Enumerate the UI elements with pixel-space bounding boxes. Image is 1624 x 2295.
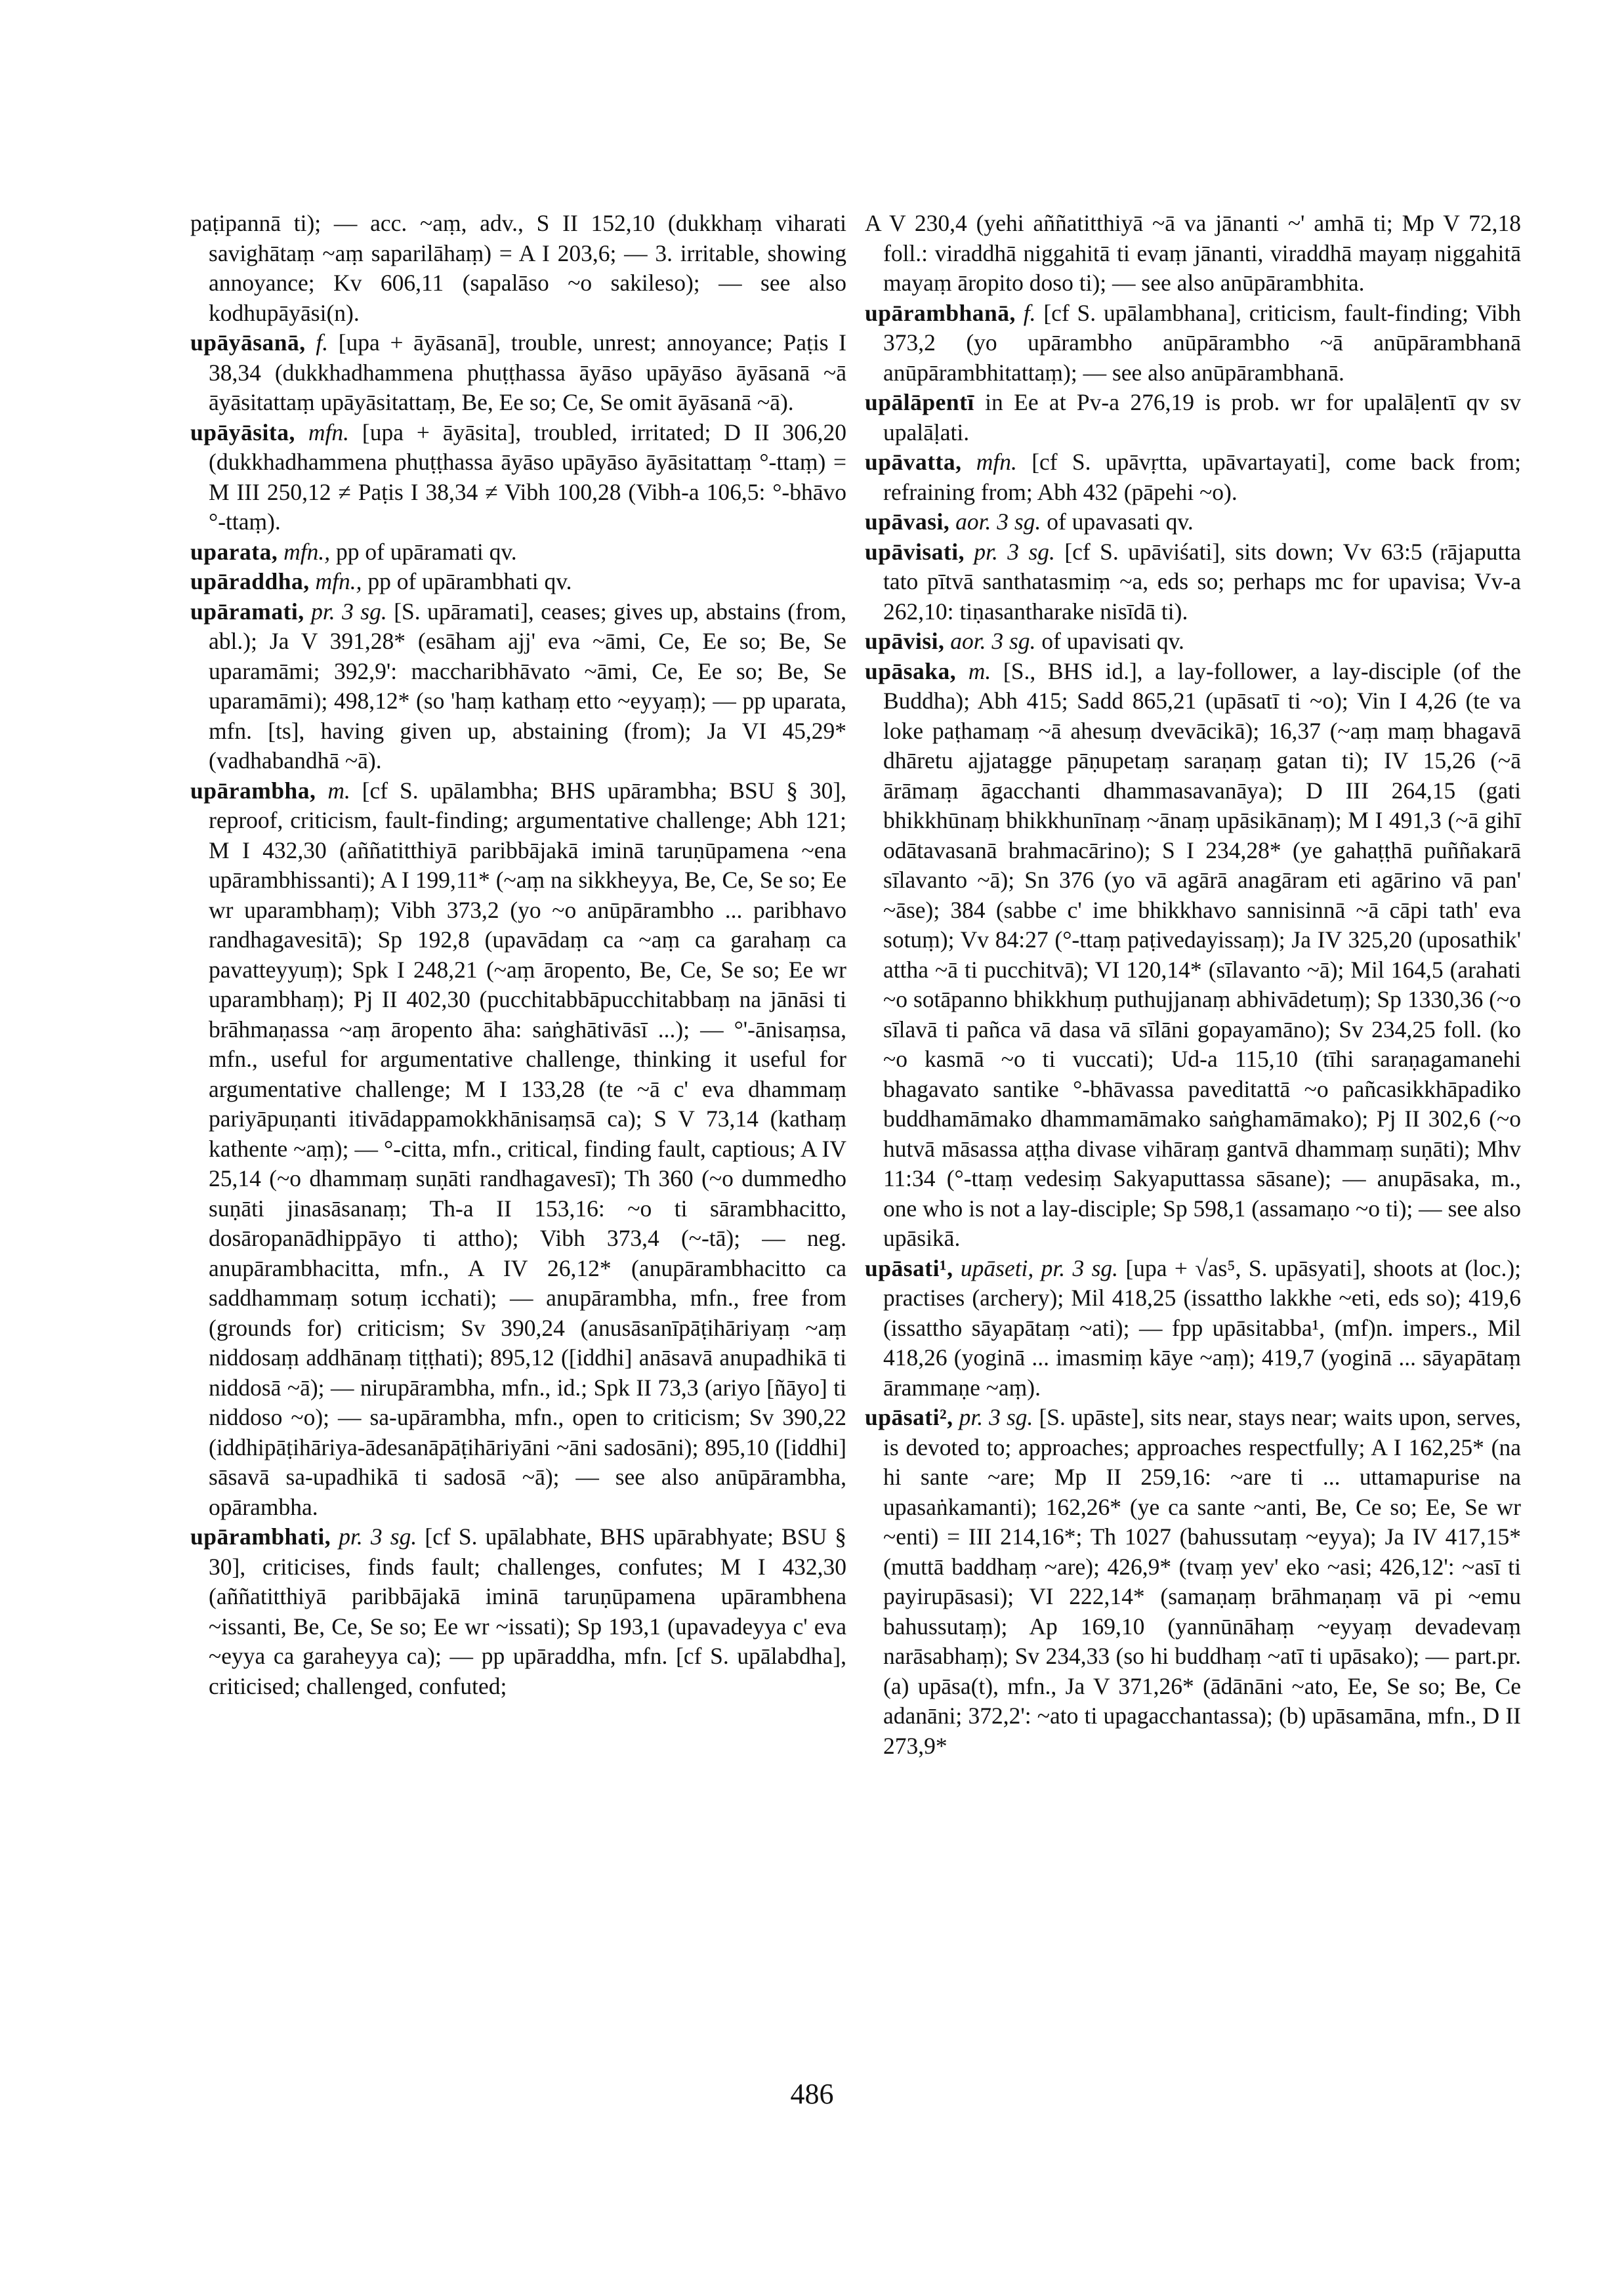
grammar: m. bbox=[327, 777, 350, 804]
grammar: aor. 3 sg. bbox=[955, 508, 1041, 535]
entry-text: [cf S. upāviśati], sits down; Vv 63:5 (rājaputta tato pītvā santhatasmiṃ ~a, eds so; perhaps mc for upavisa; Vv-a 262,10: tiṇasantharake nisīdā ti). bbox=[883, 538, 1521, 625]
entry-text: [upa + āyāsanā], trouble, unrest; annoyance; Paṭis I 38,34 (dukkhadhammena phuṭṭhassa āyāso upāyāso āyāsanā ~ā āyāsitattaṃ upāyāsitattaṃ, Be, Ee so; Ce, Se omit āyāsanā ~ā). bbox=[209, 329, 846, 415]
headword: upāraddha, bbox=[190, 568, 310, 594]
entry-text: [cf S. upālambhana], criticism, fault-finding; Vibh 373,2 (yo upārambho anūpārambho ~ā anūpārambhanā anūpārambhitattaṃ); — see also anūpārambhanā. bbox=[883, 299, 1522, 386]
headword: upālāpentī bbox=[865, 389, 974, 415]
entry-upavatta bbox=[865, 447, 1521, 507]
headword: uparata, bbox=[190, 538, 278, 565]
grammar: pr. 3 sg. bbox=[339, 1523, 417, 1550]
headword: upāramati, bbox=[190, 598, 304, 625]
headword: upārambha, bbox=[190, 777, 316, 804]
entry-text: [S., BHS id.], a lay-follower, a lay-disciple (of the Buddha); Abh 415; Sadd 865,21 (upāsatī ti ~o); Vin I 4,26 (te va loke paṭhamaṃ ~ā ahesuṃ dvevācikā); 16,37 (~aṃ maṃ bhagavā dhāretu ajjatagge pāṇupetaṃ saraṇaṃ gatan ti); IV 15,26 (~ā ārāmaṃ āgacchanti dhammasavanāya); D III 264,15 (gati bhikkhūnaṃ bhikkhunīnaṃ ~ānaṃ upāsikānaṃ); M I 491,3 (~ā gihī odātavasanā brahmacārino); S I 234,28* (ye gahaṭṭhā puññakarā sīlavanto ~ā); Sn 376 (yo vā agārā anagāram eti agārino vā pan' ~āse); 384 (sabbe c' ime bhikkhavo sannisinnā ~ā cāpi tath' eva sotuṃ); Vv 84:27 (°-ttaṃ paṭivedayissaṃ); Ja IV 325,20 (uposathik' attha ~ā ti pucchitvā); VI 120,14* (sīlavanto ~ā); Mil 164,5 (arahati ~o sotāpanno bhikkhuṃ puthujjanaṃ abhivādetuṃ); Sp 1330,36 (~o sīlavā ti pañca vā dasa vā sīlāni gopayamāno); Sv 234,25 foll. (ko ~o kasmā ~o ti vuccati); Ud-a 115,10 (tīhi saraṇagamanehi bhagavato santike °-bhāvassa paveditattā ~o pañcasikkhāpadiko buddhamāmako dhammamāmako saṅghamāmako); Pj II 302,6 (~o hutvā māsassa aṭṭha divase vihāraṃ gantvā dhammaṃ suṇāti); Mhv 11:34 (°-ttaṃ vedesiṃ Sakyaputtassa sāsane); — anupāsaka, m., one who is not a lay-disciple; Sp 598,1 (assamaṇo ~o ti); — see also upāsikā. bbox=[883, 657, 1522, 1251]
headword: upārambhanā, bbox=[865, 299, 1016, 326]
entry-continuation: A V 230,4 (yehi aññatitthiyā ~ā va jānanti ~' amhā ti; Mp V 72,18 foll.: viraddhā niggahitā ti evaṃ jānanti, viraddhā mayaṃ niggahitā mayaṃ āropito doso ti); — see also anūpārambhita. bbox=[865, 210, 1521, 296]
entry-text: [upa + āyāsita], troubled, irritated; D II 306,20 (dukkhadhammena phuṭṭhassa āyāso upāyāso āyāsitattaṃ °-ttaṃ) = M III 250,12 ≠ Paṭis I 38,34 ≠ Vibh 100,28 (Vibh-a 106,5: °-bhāvo °-ttaṃ). bbox=[209, 419, 847, 535]
entry-upavisati bbox=[865, 537, 1521, 627]
headword: upāyāsanā, bbox=[190, 329, 306, 356]
entry-upasaka bbox=[865, 657, 1521, 1254]
headword: upāyāsita, bbox=[190, 419, 295, 445]
headword: upāvasi, bbox=[865, 508, 950, 535]
grammar: upāseti, pr. 3 sg. bbox=[960, 1254, 1119, 1281]
entry-upayasita bbox=[190, 418, 846, 537]
entry-text: pp of upāramati qv. bbox=[335, 538, 517, 565]
entry-upavasi bbox=[865, 507, 1521, 537]
left-column bbox=[190, 209, 846, 1701]
entry-text: pp of upārambhati qv. bbox=[367, 568, 572, 594]
entry-upasati-1 bbox=[865, 1254, 1521, 1403]
grammar: mfn. bbox=[308, 419, 349, 445]
headword: upāsaka, bbox=[865, 657, 957, 684]
entry-upayasana bbox=[190, 328, 846, 418]
entry-uparambhati bbox=[190, 1522, 846, 1701]
entry-text: [upa + √as⁵, S. upāsyati], shoots at (loc.); practises (archery); Mil 418,25 (issattho lakkhe ~eti, eds so); 419,6 (issattho sāyapātaṃ ~ati); — fpp upāsitabba¹, (mf)n. impers., Mil 418,26 (yoginā ... imasmiṃ kāye ~aṃ); 419,7 (yoginā ... sāyapātaṃ ārammaṇe ~aṃ). bbox=[883, 1254, 1522, 1401]
grammar: mfn. bbox=[976, 449, 1017, 475]
right-column bbox=[865, 209, 1521, 1761]
entry-uparata bbox=[190, 537, 846, 568]
headword: upārambhati, bbox=[190, 1523, 331, 1550]
grammar: f. bbox=[1023, 299, 1036, 326]
entry-text: [S. upāramati], ceases; gives up, abstains (from, abl.); Ja V 391,28* (esāham ajj' eva ~āmi, Ce, Ee so; Be, Se uparamāmi; 392,9': maccharibhāvato ~āmi, Ce, Ee so; Be, Se uparamāmi); 498,12* (so 'haṃ kathaṃ etto ~eyyaṃ); — pp uparata, mfn. [ts], having given up, abstaining (from); Ja VI 45,29* (vadhabandhā ~ā). bbox=[209, 598, 846, 774]
headword: upāvisi, bbox=[865, 628, 945, 654]
entry-text: [cf S. upālabhate, BHS upārabhyate; BSU § 30], criticises, finds fault; challenges, confutes; M I 432,30 (aññatitthiyā paribbājakā iminā taruṇūpamena upārambhena ~issanti, Be, Ce, Se so; Ee wr ~issati); Sp 193,1 (upavadeyya c' eva ~eyya ca garaheyya ca); — pp upāraddha, mfn. [cf S. upālabdha], criticised; challenged, confuted; bbox=[209, 1523, 847, 1699]
entry-uparambhana bbox=[865, 299, 1521, 388]
page-number: 486 bbox=[790, 2078, 834, 2110]
entry-continuation: paṭipannā ti); — acc. ~aṃ, adv., S II 152,10 (dukkhaṃ viharati savighātaṃ ~aṃ saparilāhaṃ) = A I 203,6; — 3. irritable, showing annoyance; Kv 606,11 (sapalāso ~o sakileso); — see also kodhupāyāsi(n). bbox=[190, 210, 846, 326]
headword: upāvisati, bbox=[865, 538, 965, 565]
grammar: pr. 3 sg. bbox=[311, 598, 387, 625]
grammar: m. bbox=[968, 657, 991, 684]
headword: upāvatta, bbox=[865, 449, 962, 475]
entry-upasati-2 bbox=[865, 1403, 1521, 1761]
headword: upāsati², bbox=[865, 1404, 953, 1430]
entry-text: [cf S. upāvṛtta, upāvartayati], come back from; refraining from; Abh 432 (pāpehi ~o). bbox=[883, 449, 1521, 505]
grammar: mfn., bbox=[283, 538, 331, 565]
entry-uparaddha bbox=[190, 567, 846, 597]
grammar: pr. 3 sg. bbox=[974, 538, 1055, 565]
grammar: mfn., bbox=[315, 568, 362, 594]
entry-upavisi bbox=[865, 627, 1521, 657]
entry-text: of upavisati qv. bbox=[1041, 628, 1184, 654]
entry-text: in Ee at Pv-a 276,19 is prob. wr for upalāḷentī qv sv upalāḷati. bbox=[883, 389, 1522, 445]
grammar: pr. 3 sg. bbox=[959, 1404, 1033, 1430]
entry-text: [S. upāste], sits near, stays near; waits upon, serves, is devoted to; approaches; approaches respectfully; A I 162,25* (na hi sante ~are; Mp II 259,16: ~are ti ... uttamapurise na upasaṅkamanti); 162,26* (ye ca sante ~anti, Be, Ce so; Ee, Se wr ~enti) = III 214,16*; Th 1027 (bahussutaṃ ~eyya); Ja IV 417,15* (muttā baddhaṃ ~are); 426,9* (tvaṃ yev' eko ~asi; 426,12': ~asī ti payirupāsasi); VI 222,14* (samaṇaṃ brāhmaṇaṃ vā pi ~emu bahussutaṃ); Ap 169,10 (yannūnāhaṃ ~eyyaṃ devadevaṃ narāsabhaṃ); Sv 234,33 (so hi buddhaṃ ~atī ti upāsako); — part.pr. (a) upāsa(t), mfn., Ja V 371,26* (ādānāni ~ato, Ee, Se so; Be, Ce adanāni; 372,2': ~ato ti upagacchantassa); (b) upāsamāna, mfn., D II 273,9* bbox=[883, 1404, 1522, 1759]
grammar: f. bbox=[316, 329, 329, 356]
entry-uparambha bbox=[190, 776, 846, 1523]
headword: upāsati¹, bbox=[865, 1254, 953, 1281]
grammar: aor. 3 sg. bbox=[950, 628, 1036, 654]
entry-text: [cf S. upālambha; BHS upārambha; BSU § 30], reproof, criticism, fault-finding; argumentative challenge; Abh 121; M I 432,30 (aññatitthiyā paribbājakā iminā taruṇūpamena ~ena upārambhissanti); A I 199,11* (~aṃ na sikkheyya, Be, Ce, Se so; Ee wr uparambhaṃ); Vibh 373,2 (yo ~o anūpārambho ... paribhavo randhagavesitā); Sp 192,8 (upavādaṃ ca ~aṃ ca garahaṃ ca pavatteyyuṃ); Spk I 248,21 (~aṃ āropento, Be, Ce, Se so; Ee wr uparambhaṃ); Pj II 402,30 (pucchitabbāpucchitabbaṃ na jānāsi ti brāhmaṇassa ~aṃ āropento āha: saṅghātivāsī ...); — °'-ānisaṃsa, mfn., useful for argumentative challenge, thinking it useful for argumentative challenge; M I 133,28 (te ~ā c' eva dhammaṃ pariyāpuṇanti itivādappamokkhānisaṃsā ca); S V 73,14 (kathaṃ kathente ~aṃ); — °-citta, mfn., critical, finding fault, captious; A IV 25,14 (~o dhammaṃ suṇāti randhagavesī); Th 360 (~o dummedho suṇāti jinasāsanaṃ; Th-a II 153,16: ~o ti sārambhacitto, dosāropanādhippāyo ti attho); Vibh 373,4 (~-tā); — neg. anupārambhacitta, mfn., A IV 26,12* (anupārambhacitto ca saddhammaṃ sotuṃ icchati); — anupārambha, mfn., free from (grounds for) criticism; Sv 390,24 (anusāsanīpāṭihāriyaṃ ~aṃ niddosaṃ addhānaṃ tiṭṭhati); 895,12 ([iddhi] anāsavā anupadhikā ti niddosā ~ā); — nirupārambha, mfn., id.; Spk II 73,3 (ariyo [ñāyo] ti niddoso ~o); — sa-upārambha, mfn., open to criticism; Sv 390,22 (iddhipāṭihāriya-ādesanāpāṭihāriyāni ~āni sadosāni); 895,10 ([iddhi] sāsavā sa-upadhikā ti sadosā ~ā); — see also anūpārambha, opārambha. bbox=[209, 777, 847, 1520]
entry-uparamati bbox=[190, 597, 846, 776]
entry-text: of upavasati qv. bbox=[1047, 508, 1194, 535]
entry-upalapenti bbox=[865, 388, 1521, 447]
